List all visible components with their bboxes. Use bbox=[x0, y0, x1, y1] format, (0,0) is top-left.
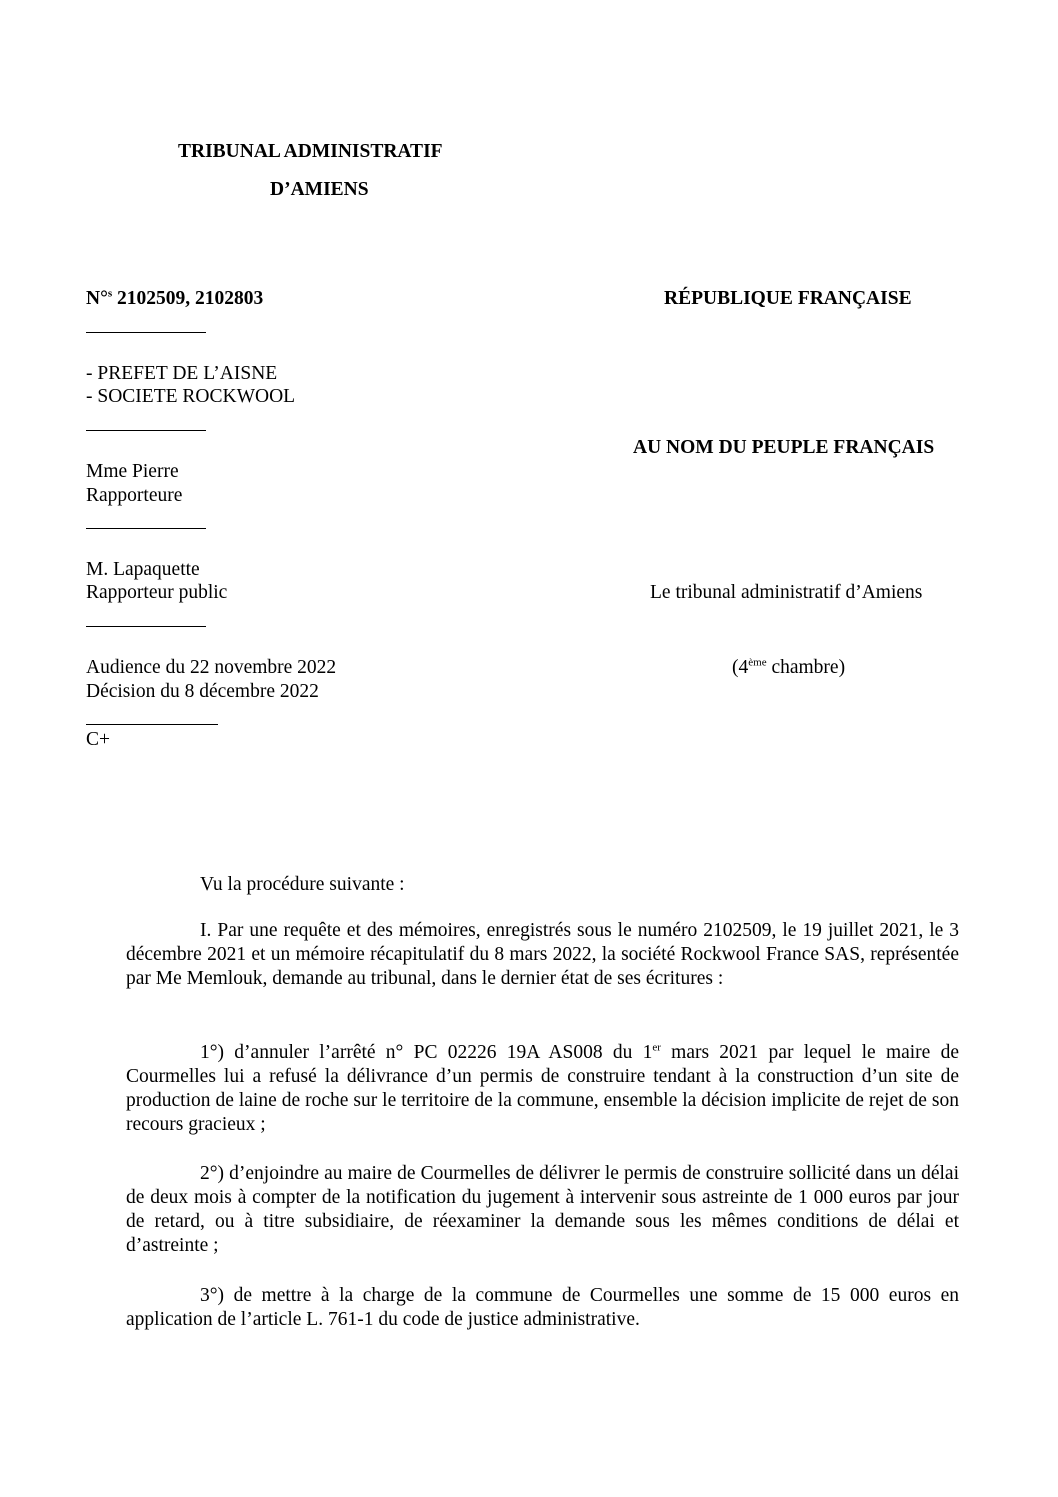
decision-date: Décision du 8 décembre 2022 bbox=[86, 681, 319, 702]
rapporteur-public-role: Rapporteur public bbox=[86, 582, 228, 603]
classification-code: C+ bbox=[86, 729, 111, 750]
court-name-line2: D’AMIENS bbox=[270, 179, 369, 200]
paragraph-charge bbox=[126, 1284, 959, 1332]
paragraph-charge-text: 3°) de mettre à la charge de la commune de Courmelles une somme de 15 000 euros en application de l’article L. 761-1 du code de justice administrative. bbox=[126, 1285, 959, 1330]
chambre-sup: ème bbox=[748, 656, 767, 669]
rapporteure-name: Mme Pierre bbox=[86, 461, 179, 482]
tribunal-line: Le tribunal administratif d’Amiens bbox=[650, 582, 923, 603]
paragraph-annuler-text-b: mars 2021 par lequel le maire de Courmelles lui a refusé la délivrance d’un permis de construire tendant à la construction d’un site de production de laine de roche sur le territoire de la commune, ensemble la décision implicite de rejet de son recours gracieux ; bbox=[126, 1042, 959, 1135]
paragraph-enjoindre-text: 2°) d’enjoindre au maire de Courmelles de délivrer le permis de construire sollicité dans un délai de deux mois à compter de la notification du jugement à intervenir sous astreinte de 1 000 euros par jour de retard, ou à titre subsidiaire, de réexaminer la demande sous les mêmes conditions de délai et d’astreinte ; bbox=[126, 1163, 959, 1256]
party-item: - PREFET DE L’AISNE bbox=[86, 363, 278, 384]
divider bbox=[86, 528, 206, 529]
divider bbox=[86, 332, 206, 333]
audience-date: Audience du 22 novembre 2022 bbox=[86, 657, 337, 678]
case-numbers-prefix-sup: s bbox=[107, 287, 113, 300]
paragraph-requete-text: I. Par une requête et des mémoires, enregistrés sous le numéro 2102509, le 19 juillet 2021, le 3 décembre 2021 et un mémoire récapitulatif du 8 mars 2022, la société Rockwool France SAS, représentée par Me Memlouk, demande au tribunal, dans le dernier état de ses écritures : bbox=[126, 920, 959, 989]
case-numbers-prefix: N° bbox=[86, 288, 108, 309]
divider bbox=[86, 430, 206, 431]
paragraph-annuler bbox=[126, 1041, 959, 1137]
republic-heading: RÉPUBLIQUE FRANÇAISE bbox=[664, 288, 912, 309]
paragraph-requete bbox=[126, 919, 959, 991]
divider bbox=[86, 626, 206, 627]
chambre-open: (4 bbox=[732, 657, 749, 678]
divider bbox=[86, 724, 218, 725]
court-name-line1: TRIBUNAL ADMINISTRATIF bbox=[178, 141, 443, 162]
rapporteure-role: Rapporteure bbox=[86, 485, 183, 506]
case-numbers-values: 2102509, 2102803 bbox=[112, 288, 264, 309]
au-nom-heading: AU NOM DU PEUPLE FRANÇAIS bbox=[633, 437, 935, 458]
vu-procedure: Vu la procédure suivante : bbox=[200, 874, 405, 895]
chambre-rest: chambre) bbox=[766, 657, 846, 678]
party-item: - SOCIETE ROCKWOOL bbox=[86, 386, 296, 407]
rapporteur-public-name: M. Lapaquette bbox=[86, 559, 200, 580]
paragraph-enjoindre bbox=[126, 1162, 959, 1258]
paragraph-annuler-text-a: 1°) d’annuler l’arrêté n° PC 02226 19A AS008 du 1 bbox=[200, 1042, 653, 1063]
case-numbers bbox=[86, 287, 263, 311]
chambre bbox=[732, 656, 845, 680]
paragraph-annuler-sup: er bbox=[652, 1041, 661, 1054]
